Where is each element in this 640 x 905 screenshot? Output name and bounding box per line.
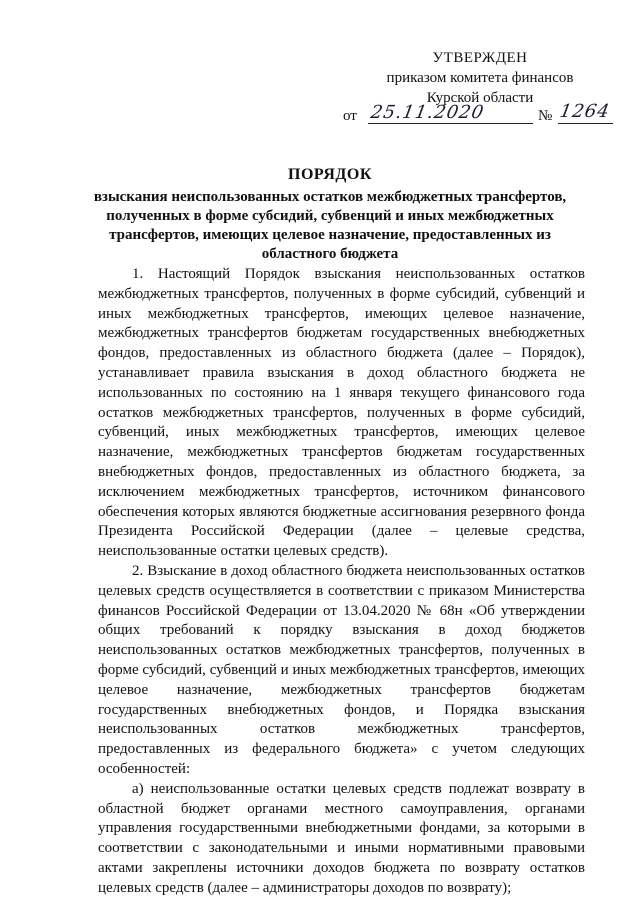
paragraph-1: 1. Настоящий Порядок взыскания неиспользованных остатков межбюджетных трансфертов, полученных в форме субсидий, субвенций и иных межбюджетных трансфертов, имеющих целевое назначение, межбюджетных трансфертов бюджетам государственных внебюджетных фондов, предоставленных из областного бюджета (далее – Порядок), устанавливает правила взыскания в доход областного бюджета не использованных по состоянию на 1 января текущего финансового года остатков межбюджетных трансфертов, полученных в форме субсидий, субвенций, иных межбюджетных трансфертов, имеющих целевое назначение, межбюджетных трансфертов бюджетам государственных внебюджетных фондов, предоставленных из областного бюджета, за исключением межбюджетных трансфертов, источником финансового обеспечения которых являются бюджетные ассигнования резервного фонда Президента Российской Федерации (далее – целевые средства, неиспользованные остатки целевых средств).: [98, 266, 585, 560]
date-prefix: от: [343, 108, 357, 124]
date-underline: [368, 123, 533, 124]
document-title: [80, 165, 580, 264]
approval-line-2: Курской области: [426, 90, 534, 106]
number-sign: №: [538, 108, 553, 124]
title-main: ПОРЯДОК: [288, 166, 372, 183]
paragraph-2: 2. Взыскание в доход областного бюджета неиспользованных остатков целевых средств осуществляется в соответствии с приказом Министерства финансов Российской Федерации от 13.04.2020 № 68н «Об утверждении общих требований к порядку взыскания в доход бюджетов неиспользованных остатков межбюджетных трансфертов, полученных в форме субсидий, субвенций и иных межбюджетных трансфертов, имеющих целевое назначение, межбюджетных трансфертов бюджетам государственных внебюджетных фондов, и Порядка взыскания неиспользованных остатков межбюджетных трансфертов, предоставленных из федерального бюджета» с учетом следующих особенностей:: [98, 562, 585, 777]
approval-line-1: приказом комитета финансов: [386, 70, 574, 86]
document-body: [98, 265, 585, 899]
handwritten-date: 25.11.2020: [369, 102, 486, 123]
number-underline: [558, 123, 613, 124]
approval-stamp: [345, 48, 615, 108]
approval-heading: УТВЕРЖДЕН: [432, 50, 528, 66]
paragraph-2a: а) неиспользованные остатки целевых средств подлежат возврату в областной бюджет органами местного самоуправления, органами управления государственными внебюджетными фондами, за которыми в соответствии с законодательными и иными нормативными правовыми актами закреплены источники доходов бюджета по возврату остатков целевых средств (далее – администраторы доходов по возврату);: [98, 780, 585, 896]
title-subtitle: взыскания неиспользованных остатков межбюджетных трансфертов, полученных в форме субсидий, субвенций и иных межбюджетных трансфертов, имеющих целевое назначение, предоставленных из областного бюджета: [93, 189, 567, 262]
handwritten-number: 1264: [558, 101, 612, 122]
approval-date-line: [343, 101, 623, 130]
